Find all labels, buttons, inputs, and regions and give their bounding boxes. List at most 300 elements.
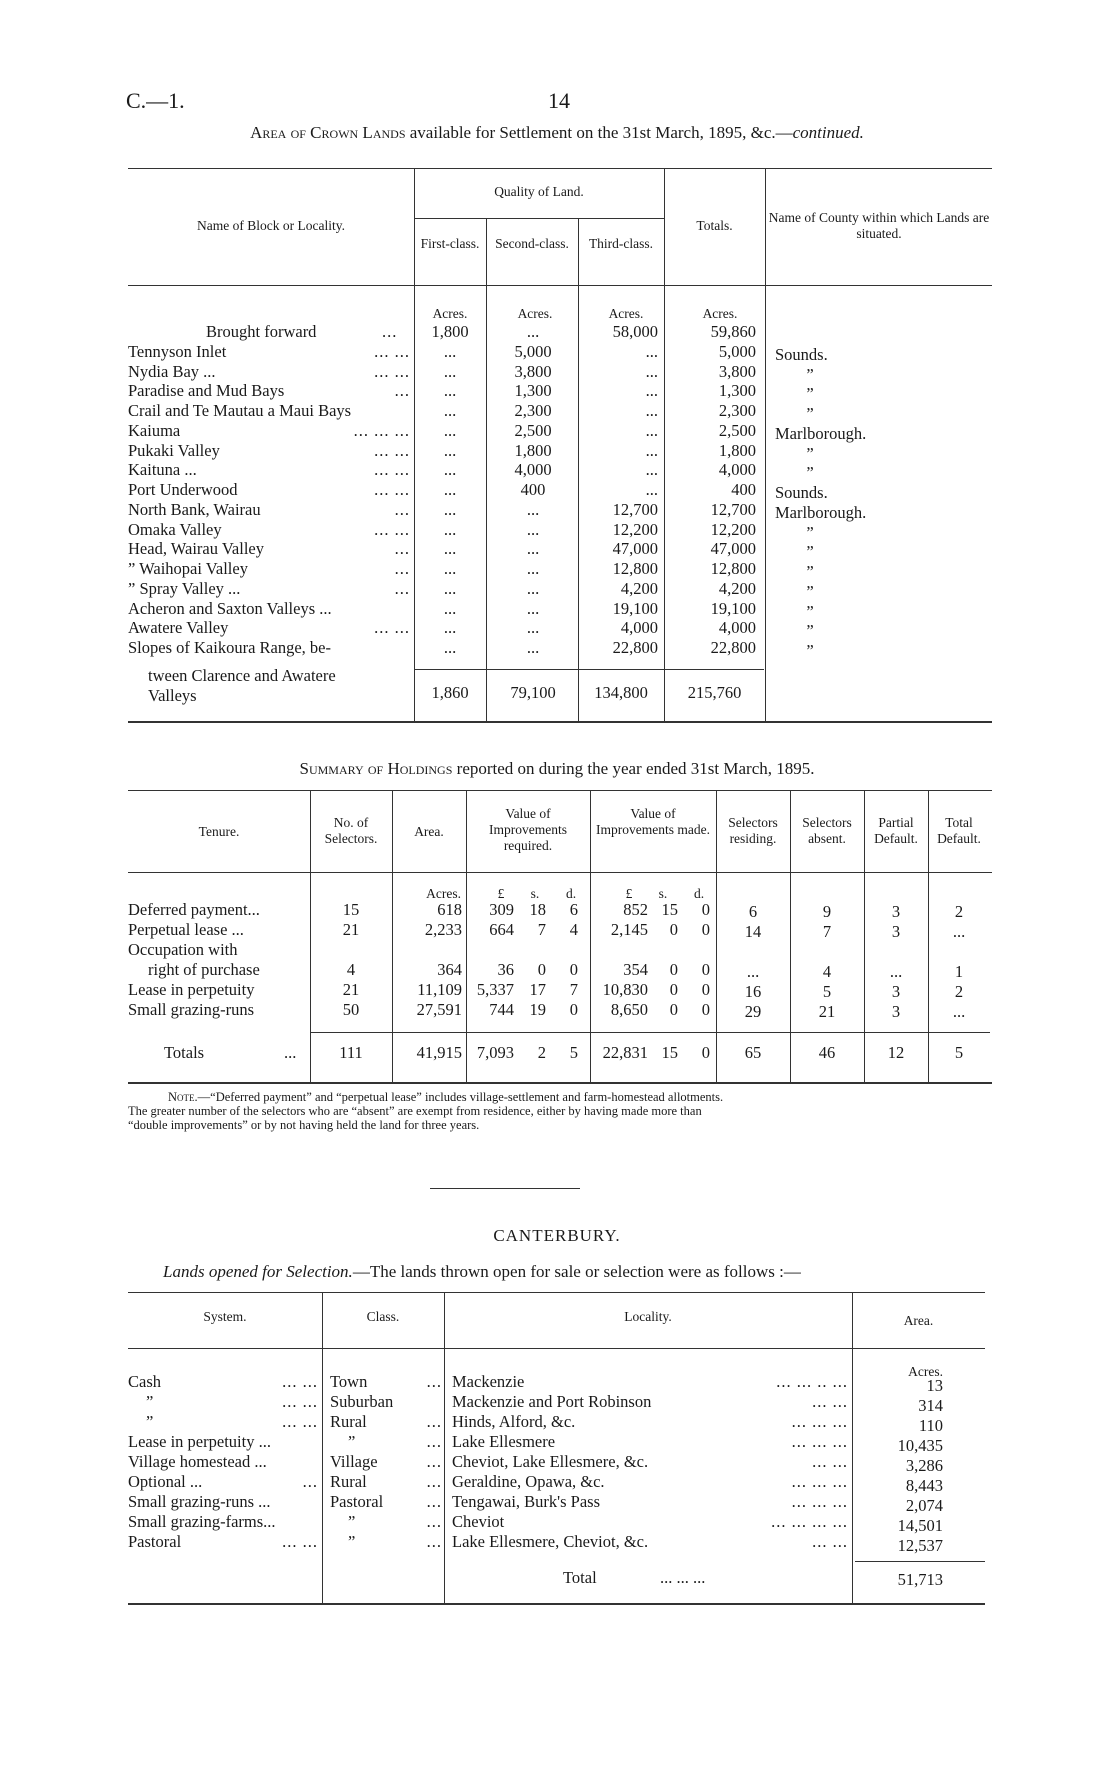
county-name: ” [806, 522, 814, 542]
first-class-value: ... [443, 638, 457, 657]
totals-partial-default: 12 [887, 1043, 905, 1062]
required-shillings: 7 [537, 920, 546, 939]
locality-dots: ... ... [374, 480, 410, 499]
table1-title-rest: available for Settlement on the 31st March, 1895, &c.— [405, 123, 793, 142]
second-class-value: ... [526, 559, 540, 578]
required-pounds: 36 [497, 960, 514, 979]
col-header-selectors: No. of Selectors. [324, 815, 378, 846]
locality-dots: ... ... ... [791, 1472, 848, 1491]
unit-first: Acres. [432, 306, 468, 321]
made-pounds: 354 [623, 960, 648, 979]
total-value: 12,200 [710, 519, 756, 539]
county-name: ” [806, 601, 814, 621]
page-number: 14 [548, 88, 570, 113]
county-name: ” [806, 404, 814, 423]
required-pounds: 664 [489, 920, 514, 939]
second-class-value: ... [526, 598, 540, 618]
totals-absent: 46 [818, 1043, 836, 1062]
locality-name: Lake Ellesmere [452, 1432, 556, 1451]
locality-name: Port Underwood [128, 480, 238, 499]
area-value: 12,537 [897, 1536, 943, 1555]
first-class-value: ... [443, 420, 457, 440]
second-class-value: ... [526, 618, 540, 638]
class-name: Village [330, 1452, 378, 1471]
first-class-value: ... [443, 440, 457, 460]
first-class-value: ... [443, 559, 457, 578]
second-class-value: ... [526, 322, 540, 341]
locality-name: Geraldine, Opawa, &c. [452, 1472, 605, 1491]
county-name: Sounds. [775, 483, 828, 502]
partial-default: 3 [891, 922, 901, 941]
made-shillings: 0 [669, 920, 678, 939]
area-value: 10,435 [897, 1436, 943, 1455]
system-name: ” [146, 1412, 154, 1431]
selectors-residing: 14 [744, 922, 762, 941]
system-name: Village homestead ... [128, 1452, 267, 1471]
locality-dots: ... ... [812, 1532, 848, 1551]
second-class-value: 5,000 [514, 341, 552, 361]
area-value: 618 [437, 900, 462, 919]
locality-dots: ... ... ... [791, 1492, 848, 1511]
locality-name: ” Waihopai Valley [128, 559, 248, 578]
system-name: Pastoral [128, 1532, 182, 1551]
total-value: 400 [731, 480, 756, 499]
col-header-quality: Quality of Land. [494, 184, 584, 199]
tenure-name: Deferred payment... [128, 900, 260, 919]
col-header-tenure: Tenure. [198, 824, 240, 839]
canterbury-intro-rest: —The lands thrown open for sale or selection were as follows :— [352, 1262, 801, 1281]
county-name: ” [806, 621, 814, 641]
canterbury-heading: CANTERBURY. [493, 1226, 621, 1245]
second-class-value: 2,500 [514, 420, 552, 440]
col-header-system: System. [203, 1309, 247, 1324]
area-value: 27,591 [416, 1000, 462, 1019]
locality-name: Tennyson Inlet [128, 341, 227, 361]
selectors-absent: 21 [818, 1002, 836, 1021]
locality-name: Brought forward [206, 322, 317, 341]
class-name: ” [348, 1532, 356, 1551]
class-name: Suburban [330, 1392, 394, 1411]
locality-name: Paradise and Mud Bays [128, 381, 285, 401]
col-header-third: Third-class. [588, 236, 654, 251]
third-class-value: 12,800 [612, 559, 658, 578]
locality-name: Tengawai, Burk's Pass [452, 1492, 601, 1511]
second-class-value: 1,800 [514, 440, 552, 460]
locality-name: North Bank, Wairau [128, 499, 261, 519]
area-value: 3,286 [905, 1456, 943, 1475]
second-class-value: ... [526, 499, 540, 519]
third-class-value: ... [645, 440, 658, 460]
total-third: 134,800 [594, 683, 648, 702]
county-name: ” [806, 463, 814, 483]
system-name: Optional ... [128, 1472, 203, 1491]
class-name: Town [330, 1372, 368, 1391]
locality-dots: ... ... [374, 440, 410, 460]
totals-area: 41,915 [416, 1043, 462, 1062]
total-value: 59,860 [710, 322, 756, 341]
class-name: ” [348, 1432, 356, 1451]
selectors-absent: 7 [822, 922, 832, 941]
total-default: 1 [954, 962, 964, 981]
system-name: ” [146, 1392, 154, 1411]
second-class-value: 3,800 [514, 361, 552, 381]
locality-dots: ... ... [374, 361, 410, 381]
required-pence: 0 [569, 1000, 578, 1019]
third-class-value: 4,000 [620, 618, 658, 638]
first-class-value: ... [443, 361, 457, 381]
locality-dots: ... [394, 578, 410, 598]
total-default: 2 [954, 982, 964, 1001]
third-class-value: ... [645, 420, 658, 440]
total-area: 51,713 [897, 1570, 943, 1589]
area-value: 110 [918, 1416, 943, 1435]
locality-name: Mackenzie and Port Robinson [452, 1392, 652, 1411]
selectors-residing: ... [746, 962, 760, 981]
totals-dots: ... [284, 1043, 297, 1062]
unit-acres: Acres. [908, 1364, 943, 1379]
total-value: 1,800 [718, 440, 756, 460]
col-header-partial-default: Partial Default. [874, 815, 918, 846]
locality-dots: ... ... ... ... [771, 1512, 848, 1531]
locality-dots: ... ... ... [791, 1432, 848, 1451]
selectors-count: 50 [342, 1000, 360, 1019]
tenure-name: Lease in perpetuity [128, 980, 255, 999]
required-pence: 4 [569, 920, 578, 939]
class-name: Rural [330, 1472, 367, 1491]
made-shillings: 0 [669, 960, 678, 979]
partial-default: ... [889, 962, 903, 981]
row-cont-2: Valleys [148, 686, 197, 705]
county-name: ” [806, 384, 814, 404]
total-label: Total [563, 1568, 597, 1587]
unit-req-shillings: s. [530, 886, 540, 901]
third-class-value: 12,200 [612, 519, 658, 539]
required-pounds: 309 [489, 900, 514, 919]
first-class-value: ... [443, 519, 457, 539]
total-dots: ... ... ... [660, 1568, 706, 1587]
selectors-residing: 6 [748, 902, 758, 921]
total-second: 79,100 [510, 683, 556, 702]
third-class-value: 19,100 [612, 598, 658, 618]
second-class-value: ... [526, 578, 540, 598]
made-shillings: 0 [669, 980, 678, 999]
class-dots: ... [426, 1472, 442, 1491]
first-class-value: ... [443, 618, 457, 638]
made-pounds: 2,145 [610, 920, 648, 939]
locality-name: Mackenzie [452, 1372, 525, 1391]
locality-dots: ... ... ... [353, 420, 410, 440]
second-class-value: 1,300 [514, 381, 552, 401]
unit-made-shillings: s. [658, 886, 668, 901]
system-name: Small grazing-farms... [128, 1512, 276, 1531]
locality-name: Slopes of Kaikoura Range, be- [128, 638, 331, 657]
row-cont-1: tween Clarence and Awatere [148, 666, 336, 685]
third-class-value: ... [645, 460, 658, 480]
unit-req-pounds: £ [497, 886, 505, 901]
class-dots: ... [426, 1532, 442, 1551]
totals-selectors: 111 [339, 1043, 363, 1062]
total-value: 19,100 [710, 598, 756, 618]
note-line-1: —“Deferred payment” and “perpetual lease” includes village-settlement and farm-homestead allotments. [197, 1090, 724, 1104]
area-value: 2,074 [905, 1496, 943, 1515]
total-value: 2,300 [718, 401, 756, 420]
partial-default: 3 [891, 982, 901, 1001]
col-header-totals: Totals. [696, 218, 733, 233]
selectors-residing: 29 [744, 1002, 762, 1021]
first-class-value: ... [443, 460, 457, 480]
table2-title-rest: reported on during the year ended 31st March, 1895. [452, 759, 815, 778]
note-line-3: “double improvements” or by not having held the land for three years. [128, 1118, 480, 1132]
made-pence: 0 [701, 1000, 710, 1019]
unit-totals: Acres. [702, 306, 738, 321]
col-header-locality: Locality. [624, 1309, 672, 1324]
totals-req-pounds: 7,093 [476, 1043, 514, 1062]
made-pence: 0 [701, 920, 710, 939]
area-value: 2,233 [424, 920, 462, 939]
col-header-area: Area. [414, 824, 444, 839]
first-class-value: ... [443, 578, 457, 598]
totals-total-default: 5 [954, 1043, 964, 1062]
locality-name: Awatere Valley [128, 618, 229, 638]
locality-dots: ... ... [812, 1392, 848, 1411]
locality-dots: ... ... [374, 519, 410, 539]
system-dots: ... [302, 1472, 318, 1491]
totals-req-pence: 5 [569, 1043, 578, 1062]
second-class-value: 4,000 [514, 460, 552, 480]
note-label: Note. [168, 1090, 198, 1104]
total-value: 47,000 [710, 539, 756, 559]
total-default: ... [952, 1002, 966, 1021]
table2-title-caps: Summary of Holdings [299, 759, 453, 778]
third-class-value: 12,700 [612, 499, 658, 519]
area-value: 314 [918, 1396, 943, 1415]
system-dots: ... ... [282, 1412, 318, 1431]
required-shillings: 18 [529, 900, 546, 919]
col-header-second: Second-class. [495, 236, 569, 251]
locality-dots: ... [382, 322, 398, 341]
required-pounds: 5,337 [476, 980, 514, 999]
totals-residing: 65 [744, 1043, 762, 1062]
locality-name: Omaka Valley [128, 519, 222, 539]
system-dots: ... ... [282, 1392, 318, 1411]
required-shillings: 17 [529, 980, 546, 999]
locality-name: Nydia Bay ... [128, 361, 216, 381]
first-class-value: ... [443, 499, 457, 519]
selectors-absent: 5 [822, 982, 832, 1001]
second-class-value: 400 [520, 480, 546, 499]
area-value: 13 [926, 1376, 943, 1395]
selectors-residing: 16 [744, 982, 762, 1001]
required-pence: 6 [569, 900, 578, 919]
locality-name: Acheron and Saxton Valleys ... [128, 598, 332, 618]
made-pounds: 8,650 [610, 1000, 648, 1019]
county-name: ” [806, 641, 814, 660]
area-value: 8,443 [905, 1476, 943, 1495]
total-value: 1,300 [718, 381, 756, 401]
required-pounds: 744 [489, 1000, 514, 1019]
tenure-name: Perpetual lease ... [128, 920, 244, 939]
totals-req-shillings: 2 [537, 1043, 546, 1062]
required-shillings: 19 [529, 1000, 546, 1019]
document-reference: C.—1. [126, 88, 185, 113]
area-value: 14,501 [897, 1516, 943, 1535]
selectors-count: 21 [342, 920, 360, 939]
selectors-count: 21 [342, 980, 360, 999]
system-dots: ... ... [282, 1532, 318, 1551]
col-header-absent: Selectors absent. [802, 815, 852, 846]
second-class-value: 2,300 [514, 401, 552, 420]
locality-dots: ... ... [812, 1452, 848, 1471]
first-class-value: ... [443, 598, 457, 618]
class-dots: ... [426, 1432, 442, 1451]
system-name: Cash [128, 1372, 161, 1391]
required-pence: 7 [569, 980, 578, 999]
county-name: ” [806, 562, 814, 581]
locality-name: ” Spray Valley ... [128, 578, 241, 598]
class-dots: ... [426, 1412, 442, 1431]
second-class-value: ... [526, 539, 540, 559]
table1-title-caps: Area of Crown Lands [250, 123, 406, 142]
col-header-total-default: Total Default. [937, 815, 981, 846]
partial-default: 3 [891, 1002, 901, 1021]
locality-name: Pukaki Valley [128, 440, 220, 460]
tenure-name: right of purchase [148, 960, 260, 979]
unit-area: Acres. [426, 886, 461, 901]
total-value: 4,000 [718, 460, 756, 480]
col-header-county: Name of County within which Lands are situated. [768, 210, 990, 241]
unit-made-pounds: £ [625, 886, 633, 901]
class-dots: ... [426, 1512, 442, 1531]
unit-third: Acres. [608, 306, 644, 321]
locality-dots: ... ... ... [791, 1412, 848, 1431]
tenure-name: Small grazing-runs [128, 1000, 255, 1019]
col-header-improvements-made: Value of Improvements made. [596, 806, 710, 837]
third-class-value: 58,000 [612, 322, 658, 341]
total-default: 2 [954, 902, 964, 921]
locality-name: Hinds, Alford, &c. [452, 1412, 576, 1431]
required-pence: 0 [569, 960, 578, 979]
third-class-value: 47,000 [612, 539, 658, 559]
total-default: ... [952, 922, 966, 941]
county-name: Marlborough. [775, 502, 867, 522]
first-class-value: ... [443, 341, 457, 361]
first-class-value: ... [443, 401, 457, 420]
partial-default: 3 [891, 902, 901, 921]
totals-made-pence: 0 [701, 1043, 710, 1062]
locality-name: Lake Ellesmere, Cheviot, &c. [452, 1532, 649, 1551]
county-name: Sounds. [775, 344, 828, 364]
table1-title-italic: continued. [792, 123, 864, 142]
total-value: 12,700 [710, 499, 756, 519]
col-header-area: Area. [903, 1313, 934, 1328]
total-value: 12,800 [710, 559, 756, 578]
county-name: ” [806, 581, 814, 601]
third-class-value: 4,200 [620, 578, 658, 598]
unit-second: Acres. [517, 306, 553, 321]
third-class-value: ... [645, 381, 658, 401]
tenure-name: Occupation with [128, 940, 238, 959]
locality-name: Kaiuma [128, 420, 181, 440]
selectors-absent: 9 [822, 902, 832, 921]
first-class-value: 1,800 [431, 322, 469, 341]
locality-dots: ... [394, 381, 410, 401]
third-class-value: ... [645, 361, 658, 381]
second-class-value: ... [526, 519, 540, 539]
class-dots: ... [426, 1372, 442, 1391]
class-dots: ... [426, 1452, 442, 1471]
locality-dots: ... ... [374, 460, 410, 480]
locality-dots: ... [394, 559, 410, 578]
total-totals: 215,760 [687, 683, 742, 702]
system-name: Lease in perpetuity ... [128, 1432, 271, 1451]
made-pence: 0 [701, 900, 710, 919]
locality-name: Cheviot, Lake Ellesmere, &c. [452, 1452, 649, 1471]
third-class-value: ... [645, 341, 658, 361]
county-name: ” [806, 443, 814, 463]
made-shillings: 15 [661, 900, 678, 919]
total-value: 4,200 [718, 578, 756, 598]
selectors-count: 4 [346, 960, 356, 979]
locality-dots: ... [394, 499, 410, 519]
col-header-improvements-required: Value of Improvements required. [489, 806, 567, 853]
made-pounds: 10,830 [602, 980, 648, 999]
selectors-absent: 4 [822, 962, 832, 981]
locality-name: Crail and Te Mautau a Maui Bays [128, 401, 352, 420]
locality-name: Head, Wairau Valley [128, 539, 264, 559]
first-class-value: ... [443, 381, 457, 401]
first-class-value: ... [443, 539, 457, 559]
county-name: Marlborough. [775, 423, 867, 443]
col-header-first: First-class. [420, 236, 480, 251]
class-name: Pastoral [330, 1492, 384, 1511]
locality-name: Cheviot [452, 1512, 505, 1531]
col-header-residing: Selectors residing. [728, 815, 778, 846]
first-class-value: ... [443, 480, 457, 499]
col-header-class: Class. [366, 1309, 400, 1324]
area-value: 11,109 [417, 980, 462, 999]
note-line-2: The greater number of the selectors who are “absent” are exempt from residence, either by having made more than [128, 1104, 702, 1118]
totals-made-shillings: 15 [661, 1043, 678, 1062]
total-value: 2,500 [718, 420, 756, 440]
col-header-name: Name of Block or Locality. [197, 218, 345, 233]
made-pence: 0 [701, 960, 710, 979]
class-dots: ... [426, 1492, 442, 1511]
totals-made-pounds: 22,831 [602, 1043, 648, 1062]
canterbury-intro-italic: Lands opened for Selection. [163, 1262, 353, 1281]
locality-dots: ... [394, 539, 410, 559]
third-class-value: ... [645, 401, 658, 420]
area-value: 364 [437, 960, 462, 979]
locality-dots: ... ... .. ... [776, 1372, 848, 1391]
system-name: Small grazing-runs ... [128, 1492, 271, 1511]
total-first: 1,860 [431, 683, 469, 702]
county-name: ” [806, 542, 814, 562]
locality-name: Kaituna ... [128, 460, 197, 480]
system-dots: ... ... [282, 1372, 318, 1391]
selectors-count: 15 [342, 900, 360, 919]
class-name: Rural [330, 1412, 367, 1431]
locality-dots: ... ... [374, 618, 410, 638]
total-value: 3,800 [718, 361, 756, 381]
county-name: ” [806, 364, 814, 384]
total-value: 4,000 [718, 618, 756, 638]
made-pounds: 852 [623, 900, 648, 919]
class-name: ” [348, 1512, 356, 1531]
made-shillings: 0 [669, 1000, 678, 1019]
second-class-value: ... [526, 638, 540, 657]
total-value: 5,000 [718, 341, 756, 361]
third-class-value: ... [645, 480, 658, 499]
